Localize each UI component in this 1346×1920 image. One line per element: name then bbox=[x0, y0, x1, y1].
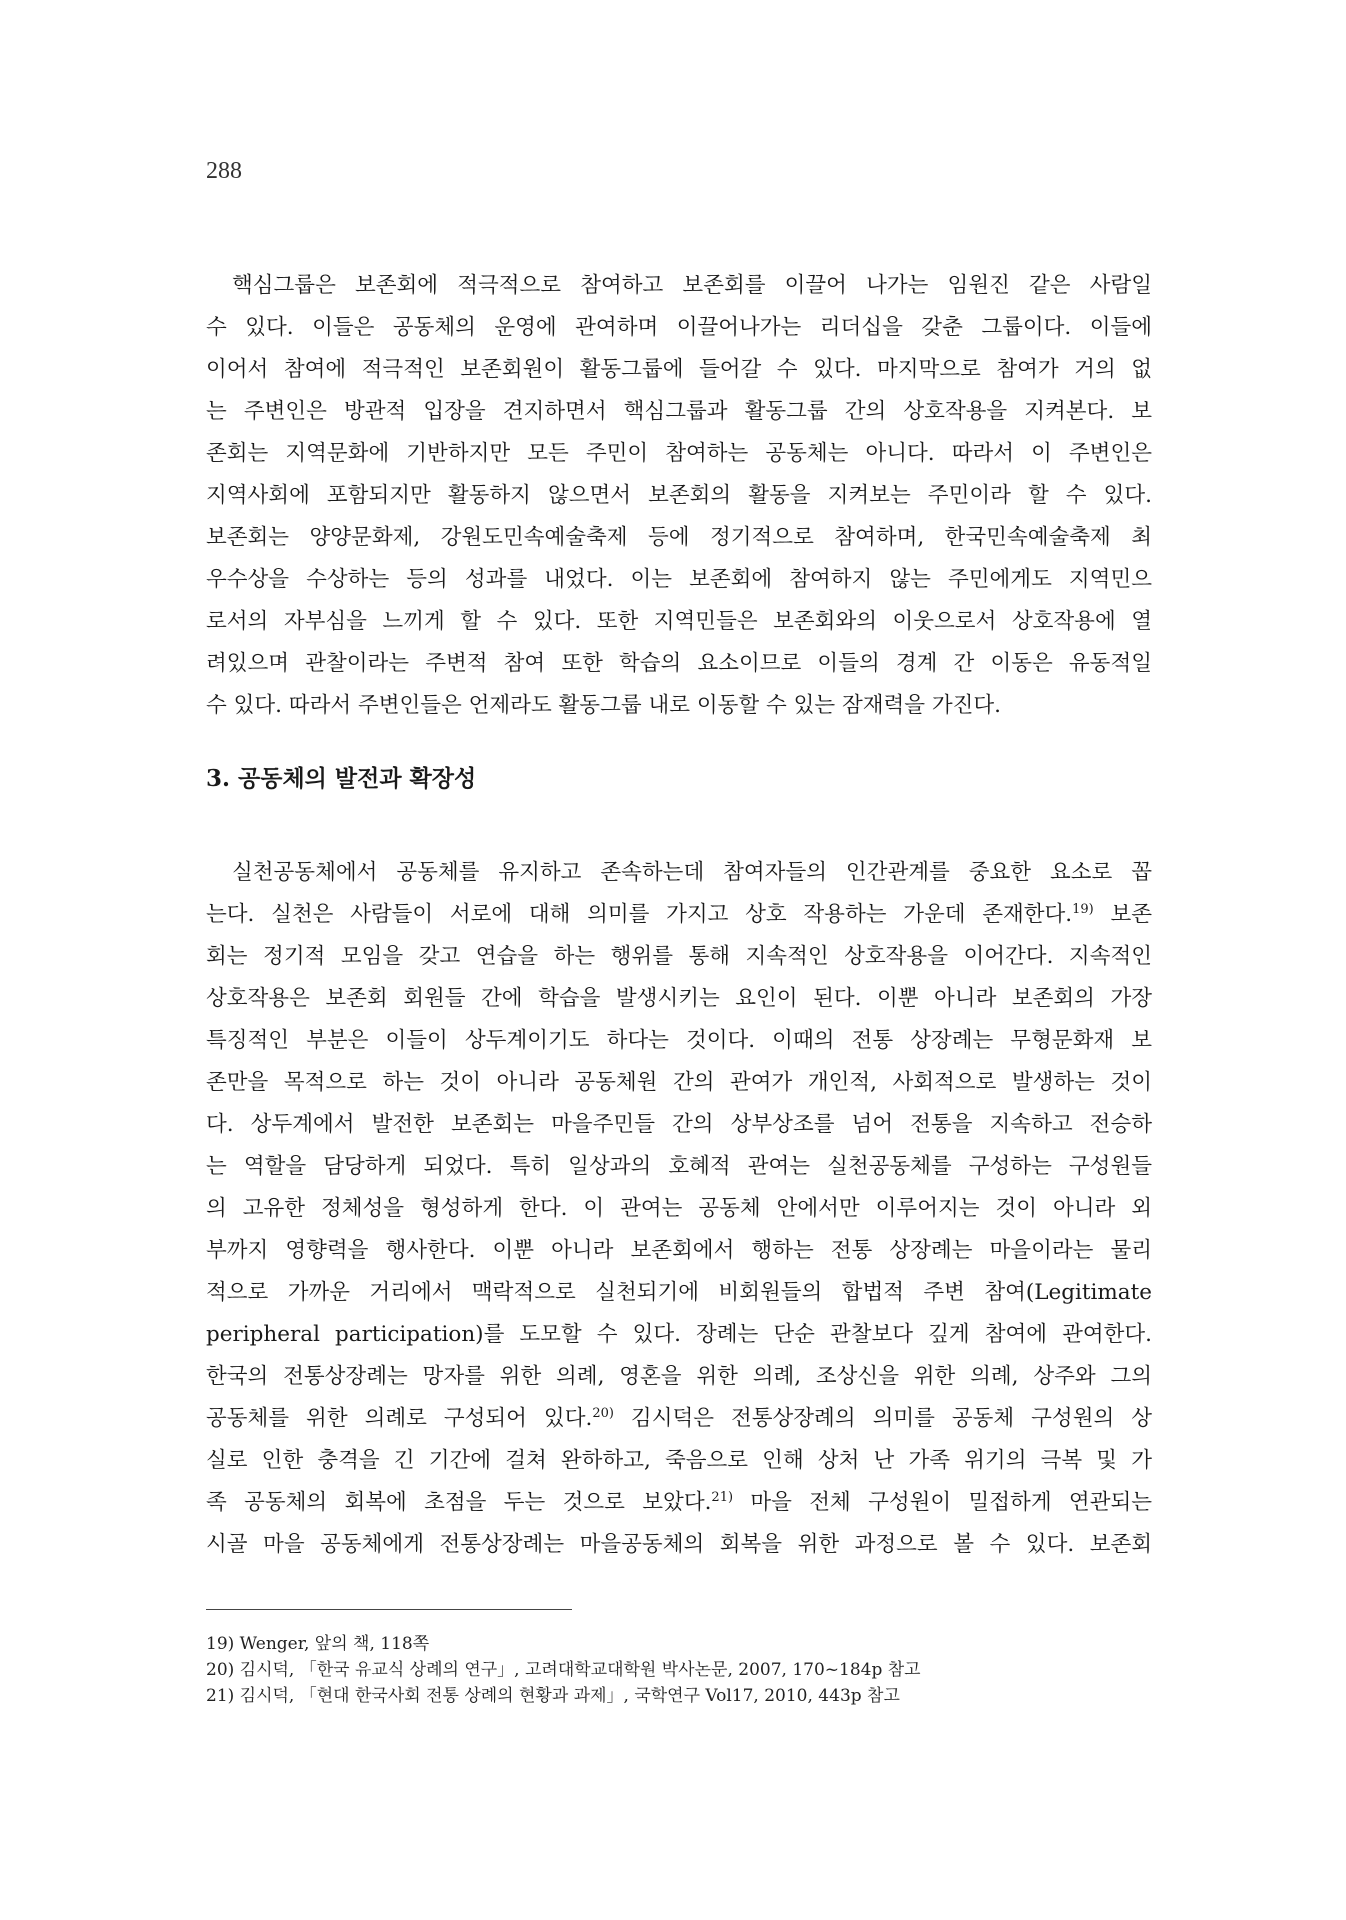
text-line: 회는 정기적 모임을 갖고 연습을 하는 행위를 통해 지속적인 상호작용을 이어간다. 지속적인 bbox=[206, 944, 1152, 969]
text-line: 지역사회에 포함되지만 활동하지 않으면서 보존회의 활동을 지켜보는 주민이라 할 수 있다. bbox=[206, 483, 1152, 508]
text-line: 한국의 전통상장례는 망자를 위한 의례, 영혼을 위한 의례, 조상신을 위한 의례, 상주와 그의 bbox=[206, 1364, 1152, 1389]
text-line: 실로 인한 충격을 긴 기간에 걸쳐 완하하고, 죽음으로 인해 상처 난 가족 위기의 극복 및 가 bbox=[206, 1448, 1152, 1473]
text-line: 이어서 참여에 적극적인 보존회원이 활동그룹에 들어갈 수 있다. 마지막으로 참여가 거의 없 bbox=[206, 357, 1152, 382]
text-line bbox=[206, 904, 1152, 926]
text-span: 공동체를 위한 의례로 구성되어 있다. bbox=[206, 1406, 593, 1431]
text-line: 실천공동체에서 공동체를 유지하고 존속하는데 참여자들의 인간관계를 중요한 요소로 꼽 bbox=[232, 860, 1152, 885]
text-line: 상호작용은 보존회 회원들 간에 학습을 발생시키는 요인이 된다. 이뿐 아니라 보존회의 가장 bbox=[206, 986, 1152, 1011]
section-heading: 3. 공동체의 발전과 확장성 bbox=[206, 765, 477, 792]
footnote: 19) Wenger, 앞의 책, 118쪽 bbox=[206, 1634, 430, 1654]
page-number: 288 bbox=[206, 158, 242, 184]
text-span: 는다. 실천은 사람들이 서로에 대해 의미를 가지고 상호 작용하는 가운데 존재한다. bbox=[206, 902, 1073, 927]
footnote-ref: 21) bbox=[711, 1490, 734, 1505]
text-line: 수 있다. 이들은 공동체의 운영에 관여하며 이끌어나가는 리더십을 갖춘 그룹이다. 이들에 bbox=[206, 315, 1152, 340]
text-line: 특징적인 부분은 이들이 상두계이기도 하다는 것이다. 이때의 전통 상장례는 무형문화재 보 bbox=[206, 1028, 1152, 1053]
text-line: 다. 상두계에서 발전한 보존회는 마을주민들 간의 상부상조를 넘어 전통을 지속하고 전승하 bbox=[206, 1112, 1152, 1137]
footnote-divider bbox=[206, 1609, 572, 1610]
text-line: 부까지 영향력을 행사한다. 이뿐 아니라 보존회에서 행하는 전통 상장례는 마을이라는 물리 bbox=[206, 1238, 1152, 1263]
footnote: 20) 김시덕, 「한국 유교식 상례의 연구」, 고려대학교대학원 박사논문, 2007, 170~184p 참고 bbox=[206, 1660, 921, 1680]
text-line: 시골 마을 공동체에게 전통상장례는 마을공동체의 회복을 위한 과정으로 볼 수 있다. 보존회 bbox=[206, 1532, 1152, 1557]
text-line: 적으로 가까운 거리에서 맥락적으로 실천되기에 비회원들의 합법적 주변 참여(Legitimate bbox=[206, 1280, 1152, 1305]
text-line bbox=[206, 1492, 1152, 1514]
text-span: 족 공동체의 회복에 초점을 두는 것으로 보았다. bbox=[206, 1490, 712, 1515]
text-line: 의 고유한 정체성을 형성하게 한다. 이 관여는 공동체 안에서만 이루어지는 것이 아니라 외 bbox=[206, 1196, 1152, 1221]
text-line: 로서의 자부심을 느끼게 할 수 있다. 또한 지역민들은 보존회와의 이웃으로서 상호작용에 열 bbox=[206, 609, 1152, 634]
text-span: 마을 전체 구성원이 밀접하게 연관되는 bbox=[733, 1490, 1152, 1515]
text-line: 우수상을 수상하는 등의 성과를 내었다. 이는 보존회에 참여하지 않는 주민에게도 지역민으 bbox=[206, 567, 1152, 592]
text-line: peripheral participation)를 도모할 수 있다. 장례는 단순 관찰보다 깊게 참여에 관여한다. bbox=[206, 1322, 1152, 1347]
text-line: 존만을 목적으로 하는 것이 아니라 공동체원 간의 관여가 개인적, 사회적으로 발생하는 것이 bbox=[206, 1070, 1152, 1095]
text-span: 김시덕은 전통상장례의 의미를 공동체 구성원의 상 bbox=[613, 1406, 1152, 1431]
text-span: 보존 bbox=[1093, 902, 1152, 927]
text-line: 핵심그룹은 보존회에 적극적으로 참여하고 보존회를 이끌어 나가는 임원진 같은 사람일 bbox=[232, 273, 1152, 298]
text-line: 는 역할을 담당하게 되었다. 특히 일상과의 호혜적 관여는 실천공동체를 구성하는 구성원들 bbox=[206, 1154, 1152, 1179]
footnote: 21) 김시덕, 「현대 한국사회 전통 상례의 현황과 과제」, 국학연구 Vol17, 2010, 443p 참고 bbox=[206, 1686, 900, 1706]
footnote-ref: 20) bbox=[592, 1406, 614, 1421]
text-line: 는 주변인은 방관적 입장을 견지하면서 핵심그룹과 활동그룹 간의 상호작용을 지켜본다. 보 bbox=[206, 399, 1152, 424]
text-line: 존회는 지역문화에 기반하지만 모든 주민이 참여하는 공동체는 아니다. 따라서 이 주변인은 bbox=[206, 441, 1152, 466]
text-line: 보존회는 양양문화제, 강원도민속예술축제 등에 정기적으로 참여하며, 한국민속예술축제 최 bbox=[206, 525, 1152, 550]
text-line bbox=[206, 1408, 1152, 1430]
footnote-ref: 19) bbox=[1072, 902, 1094, 917]
text-line: 수 있다. 따라서 주변인들은 언제라도 활동그룹 내로 이동할 수 있는 잠재력을 가진다. bbox=[206, 693, 1001, 718]
text-line: 려있으며 관찰이라는 주변적 참여 또한 학습의 요소이므로 이들의 경계 간 이동은 유동적일 bbox=[206, 651, 1152, 676]
